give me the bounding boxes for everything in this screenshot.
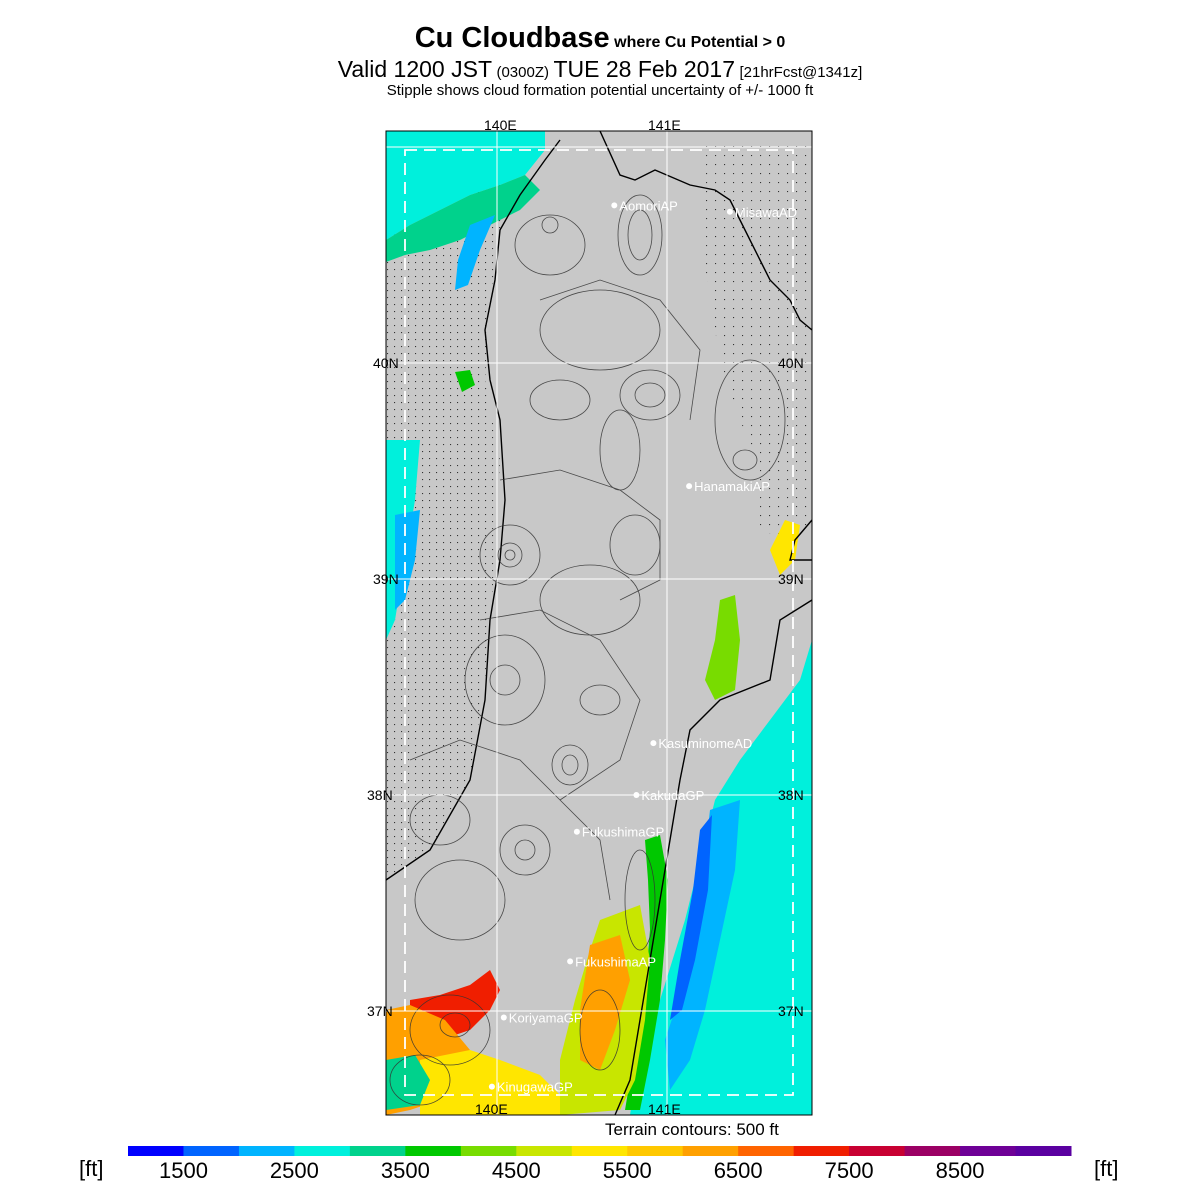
colorbar-swatch [183,1146,239,1156]
colorbar-swatch [516,1146,572,1156]
title-suffix: where Cu Potential > 0 [614,34,786,51]
station-dot [501,1014,507,1020]
station-dot [650,740,656,746]
colorbar-unit-left: [ft] [79,1156,104,1181]
station-label: FukushimaAP [575,954,657,970]
colorbar-tick-label: 6500 [713,1158,763,1183]
colorbar-swatch [405,1146,461,1156]
lat-label-left-37: 37N [367,1003,393,1019]
colorbar-tick-label: 1500 [158,1158,208,1183]
valid-date: TUE 28 Feb 2017 [553,56,736,82]
station-label: HanamakiAP [694,479,770,495]
colorbar-swatch [128,1146,184,1156]
station-dot [567,958,573,964]
valid-prefix: Valid 1200 JST [337,56,493,82]
colorbar-tick-label: 3500 [380,1158,430,1183]
station-label: KinugawaGP [496,1079,573,1095]
station-dot [489,1084,495,1090]
colorbar-swatch [461,1146,517,1156]
colorbar-unit-right: [ft] [1094,1156,1119,1181]
subtitle: Stipple shows cloud formation potential uncertainty of +/- 1000 ft [386,82,814,99]
lat-label-left-39: 39N [373,571,399,587]
colorbar-swatch [239,1146,295,1156]
station-label: KakudaGP [641,788,705,803]
colorbar-tick-label: 4500 [491,1158,541,1183]
colorbar-swatch [1016,1146,1072,1156]
station-label: KoriyamaGP [508,1010,583,1026]
colorbar-tick-label: 7500 [824,1158,874,1183]
station-dot [727,209,733,215]
lon-label-bottom-141: 141E [648,1101,681,1117]
colorbar-tick-label: 8500 [935,1158,985,1183]
station-label: KasuminomeAD [658,736,753,752]
station-dot [633,792,639,798]
lat-label-left-38: 38N [367,787,393,803]
colorbar-swatch [683,1146,739,1156]
forecast-info: [21hrFcst@1341z] [739,64,863,81]
lat-label-right-37: 37N [778,1003,804,1019]
title-main: Cu Cloudbase [414,22,610,54]
colorbar-swatch [960,1146,1016,1156]
colorbar-swatch [350,1146,406,1156]
colorbar-swatch [294,1146,350,1156]
lat-label-right-38: 38N [778,787,804,803]
station-label: AomoriAP [619,198,678,214]
colorbar-tick-labels [159,1158,985,1183]
station-dot [574,829,580,835]
valid-zulu: (0300Z) [496,64,549,81]
terrain-contours-note: Terrain contours: 500 ft [605,1120,779,1139]
lon-label-bottom-140: 140E [475,1101,508,1117]
lon-label-top-141: 141E [648,117,681,133]
colorbar [128,1146,1072,1156]
colorbar-swatch [849,1146,905,1156]
colorbar-tick-label: 2500 [269,1158,319,1183]
lon-label-top-140: 140E [484,117,517,133]
station-dot [686,483,692,489]
lat-label-right-40: 40N [778,355,804,371]
colorbar-swatch [738,1146,794,1156]
colorbar-swatch [794,1146,850,1156]
colorbar-tick-label: 5500 [602,1158,652,1183]
colorbar-swatch [905,1146,961,1156]
lat-label-left-40: 40N [373,355,399,371]
colorbar-swatch [572,1146,628,1156]
station-dot [611,202,617,208]
station-label: FukushimaGP [581,824,665,840]
colorbar-swatch [627,1146,683,1156]
station-label: MisawaAD [734,204,798,220]
lat-label-right-39: 39N [778,571,804,587]
